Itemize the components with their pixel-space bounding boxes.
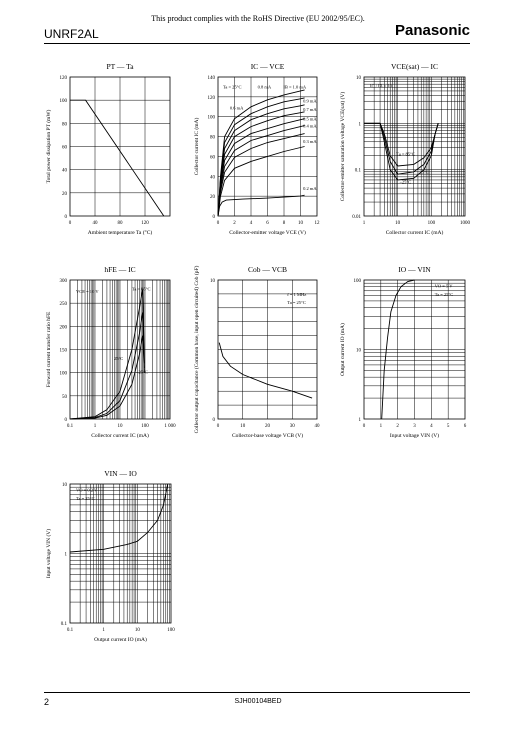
chart-title: PT — Ta <box>106 62 134 71</box>
x-tick-label: 5 <box>446 424 450 429</box>
series-line <box>70 100 164 216</box>
chart-ic-vce <box>193 62 320 236</box>
y-tick-label: 10 <box>210 279 215 284</box>
chart-annotation: VO = 5 V <box>434 283 453 289</box>
y-tick-label: 100 <box>353 279 361 284</box>
chart-annotation: 0.9 mA <box>303 98 317 104</box>
x-tick-label: 1 <box>379 424 383 429</box>
x-tick-label: 4 <box>249 221 253 226</box>
chart-annotation: Ta = 25°C <box>76 495 95 501</box>
series-line <box>218 112 305 216</box>
chart-cob-vcb <box>193 265 320 439</box>
series-line <box>218 126 305 216</box>
y-tick-label: 0.1 <box>354 168 361 174</box>
chart-annotation: 0.4 mA <box>303 123 317 129</box>
x-tick-label: 0 <box>362 424 366 429</box>
series-line <box>70 336 144 419</box>
chart-annotation: 0.2 mA <box>303 186 317 192</box>
chart-io-vin <box>339 265 467 439</box>
x-tick-label: 0 <box>68 221 72 226</box>
x-axis-label: Collector current IC (mA) <box>91 433 149 439</box>
y-tick-label: 1 <box>358 418 361 423</box>
x-tick-label: 4 <box>430 424 433 429</box>
y-tick-label: 0 <box>64 418 67 423</box>
y-tick-label: 60 <box>62 145 67 151</box>
chart-annotation: Ta = 25°C <box>222 84 242 90</box>
x-tick-label: 100 <box>427 221 436 226</box>
series-line <box>364 123 438 174</box>
y-tick-label: 300 <box>59 279 67 284</box>
x-tick-label: 1 <box>102 628 105 633</box>
chart-annotation: IB = 1.0 mA <box>283 84 307 90</box>
y-axis-label: Input voltage VIN (V) <box>46 528 52 579</box>
chart-pt-ta <box>45 62 170 236</box>
series-line <box>70 289 144 419</box>
chart-annotation: 0.7 mA <box>303 106 317 112</box>
chart-hfe-ic <box>45 265 176 439</box>
y-tick-label: 0.1 <box>60 622 67 627</box>
y-tick-label: 0 <box>64 215 67 220</box>
y-tick-label: 0.01 <box>352 215 361 220</box>
y-tick-label: 120 <box>59 76 67 81</box>
y-axis-label: Forward current transfer ratio hFE <box>46 311 52 388</box>
chart-annotation: f = 1 MHz <box>287 291 307 297</box>
chart-title: hFE — IC <box>104 265 136 274</box>
chart-annotation: Ta = 25°C <box>434 291 454 297</box>
x-axis-label: Collector-base voltage VCB (V) <box>231 433 304 439</box>
y-tick-label: 40 <box>62 168 67 174</box>
x-axis-label: Collector current IC (mA) <box>385 230 444 236</box>
y-tick-label: 100 <box>207 115 215 121</box>
x-tick-label: 20 <box>265 424 270 429</box>
x-tick-label: 30 <box>289 424 295 429</box>
y-axis-label: Total power dissipation PT (mW) <box>46 109 52 184</box>
grid-lines <box>70 77 170 216</box>
chart-title: IC — VCE <box>250 62 285 71</box>
y-tick-label: 100 <box>59 99 67 105</box>
series-line <box>218 119 305 216</box>
chart-annotation: VCE = 10 V <box>76 289 99 295</box>
x-tick-label: 100 <box>141 424 149 429</box>
x-tick-label: 10 <box>117 424 123 429</box>
x-tick-label: 8 <box>282 221 286 226</box>
y-tick-label: 140 <box>207 76 215 81</box>
chart-annotation: 0.8 mA <box>257 84 272 90</box>
x-tick-label: 0.1 <box>66 424 74 429</box>
x-axis-label: Input voltage VIN (V) <box>389 433 440 439</box>
y-tick-label: 20 <box>210 195 215 201</box>
y-tick-label: 20 <box>62 191 67 197</box>
x-tick-label: 80 <box>117 221 123 226</box>
x-axis-label: Output current IO (mA) <box>94 637 147 643</box>
x-tick-label: 1 000 <box>164 424 176 429</box>
y-axis-label: Collector-emitter saturation voltage VCE(sat) (V) <box>340 91 346 202</box>
y-tick-label: 10 <box>62 483 67 488</box>
y-axis-label: Output current IO (mA) <box>340 323 346 376</box>
chart-annotation: 25°C <box>419 169 429 175</box>
y-tick-label: 200 <box>59 325 67 331</box>
y-tick-label: 0 <box>212 215 215 220</box>
chart-annotation: −25°C <box>136 369 148 375</box>
series-line <box>70 484 168 552</box>
chart-vin-io <box>45 469 175 643</box>
grid-lines <box>70 484 171 623</box>
chart-annotation: Ta = 25°C <box>287 300 306 306</box>
x-tick-label: 10 <box>134 628 140 633</box>
x-tick-label: 1 <box>362 221 366 226</box>
chart-annotation: 0.5 mA <box>303 116 317 122</box>
y-tick-label: 80 <box>62 122 67 128</box>
plot-frame <box>364 77 465 216</box>
page-number: 2 <box>44 697 50 707</box>
x-tick-label: 2 <box>233 221 236 226</box>
y-tick-label: 60 <box>210 155 215 161</box>
chart-title: VCE(sat) — IC <box>390 62 439 71</box>
y-tick-label: 250 <box>59 302 67 308</box>
series-line <box>219 343 312 399</box>
x-tick-label: 40 <box>314 424 320 429</box>
y-axis-label: Collector current IC (mA) <box>194 117 200 176</box>
chart-annotation: Ta = 85°C <box>132 286 151 292</box>
x-tick-label: 0 <box>216 424 220 429</box>
chart-title: Cob — VCB <box>247 265 288 274</box>
chart-annotation: 0.6 mA <box>229 105 244 111</box>
chart-annotation: −25°C <box>399 179 412 185</box>
document-code: SJH00104BED <box>234 698 282 705</box>
model-number: UNRF2AL <box>44 27 99 41</box>
y-tick-label: 100 <box>59 371 67 377</box>
x-tick-label: 40 <box>92 221 98 226</box>
y-axis-label: Collector output capacitance (Common base, input open circuited) Cob (pF) <box>194 265 200 434</box>
y-tick-label: 150 <box>59 348 67 354</box>
x-tick-label: 100 <box>167 628 175 633</box>
x-tick-label: 3 <box>413 424 416 429</box>
x-tick-label: 10 <box>395 221 401 226</box>
grid-lines <box>364 77 465 216</box>
x-axis-label: Collector-emitter voltage VCE (V) <box>229 230 306 236</box>
y-tick-label: 1 <box>64 552 67 558</box>
x-tick-label: 1 <box>93 424 97 429</box>
y-tick-label: 10 <box>356 348 361 354</box>
y-tick-label: 1 <box>358 122 361 128</box>
brand-logo: Panasonic <box>394 22 470 39</box>
chart-annotation: IC / IB = 10 <box>370 83 392 89</box>
grid-lines <box>70 280 170 419</box>
y-tick-label: 120 <box>207 95 215 101</box>
x-tick-label: 10 <box>240 424 246 429</box>
chart-annotation: 0.3 mA <box>303 138 317 144</box>
series-line <box>218 134 305 216</box>
y-tick-label: 40 <box>210 175 215 181</box>
y-tick-label: 10 <box>356 76 361 81</box>
x-tick-label: 0.1 <box>66 628 74 633</box>
chart-annotation: Ta = 85°C <box>396 151 415 157</box>
y-tick-label: 0 <box>212 418 215 423</box>
x-tick-label: 1000 <box>460 221 470 226</box>
chart-vcesat-ic <box>339 62 471 236</box>
x-tick-label: 0 <box>216 221 220 226</box>
series-line <box>218 195 305 216</box>
chart-title: VIN — IO <box>104 469 137 478</box>
series-line <box>70 312 144 419</box>
x-axis-label: Ambient temperature Ta (°C) <box>87 230 153 236</box>
chart-title: IO — VIN <box>398 265 431 274</box>
x-tick-label: 2 <box>396 424 399 429</box>
x-tick-label: 120 <box>141 221 149 226</box>
x-tick-label: 6 <box>266 221 269 226</box>
x-tick-label: 12 <box>314 221 320 226</box>
rohs-notice: This product complies with the RoHS Directive (EU 2002/95/EC). <box>151 14 365 23</box>
chart-annotation: VO = 0.2 V <box>76 487 98 493</box>
x-tick-label: 6 <box>463 424 467 429</box>
grid-lines <box>364 280 465 419</box>
x-tick-label: 10 <box>298 221 303 226</box>
chart-annotation: 25°C <box>114 355 124 361</box>
y-tick-label: 80 <box>210 135 215 141</box>
y-tick-label: 50 <box>62 394 67 400</box>
